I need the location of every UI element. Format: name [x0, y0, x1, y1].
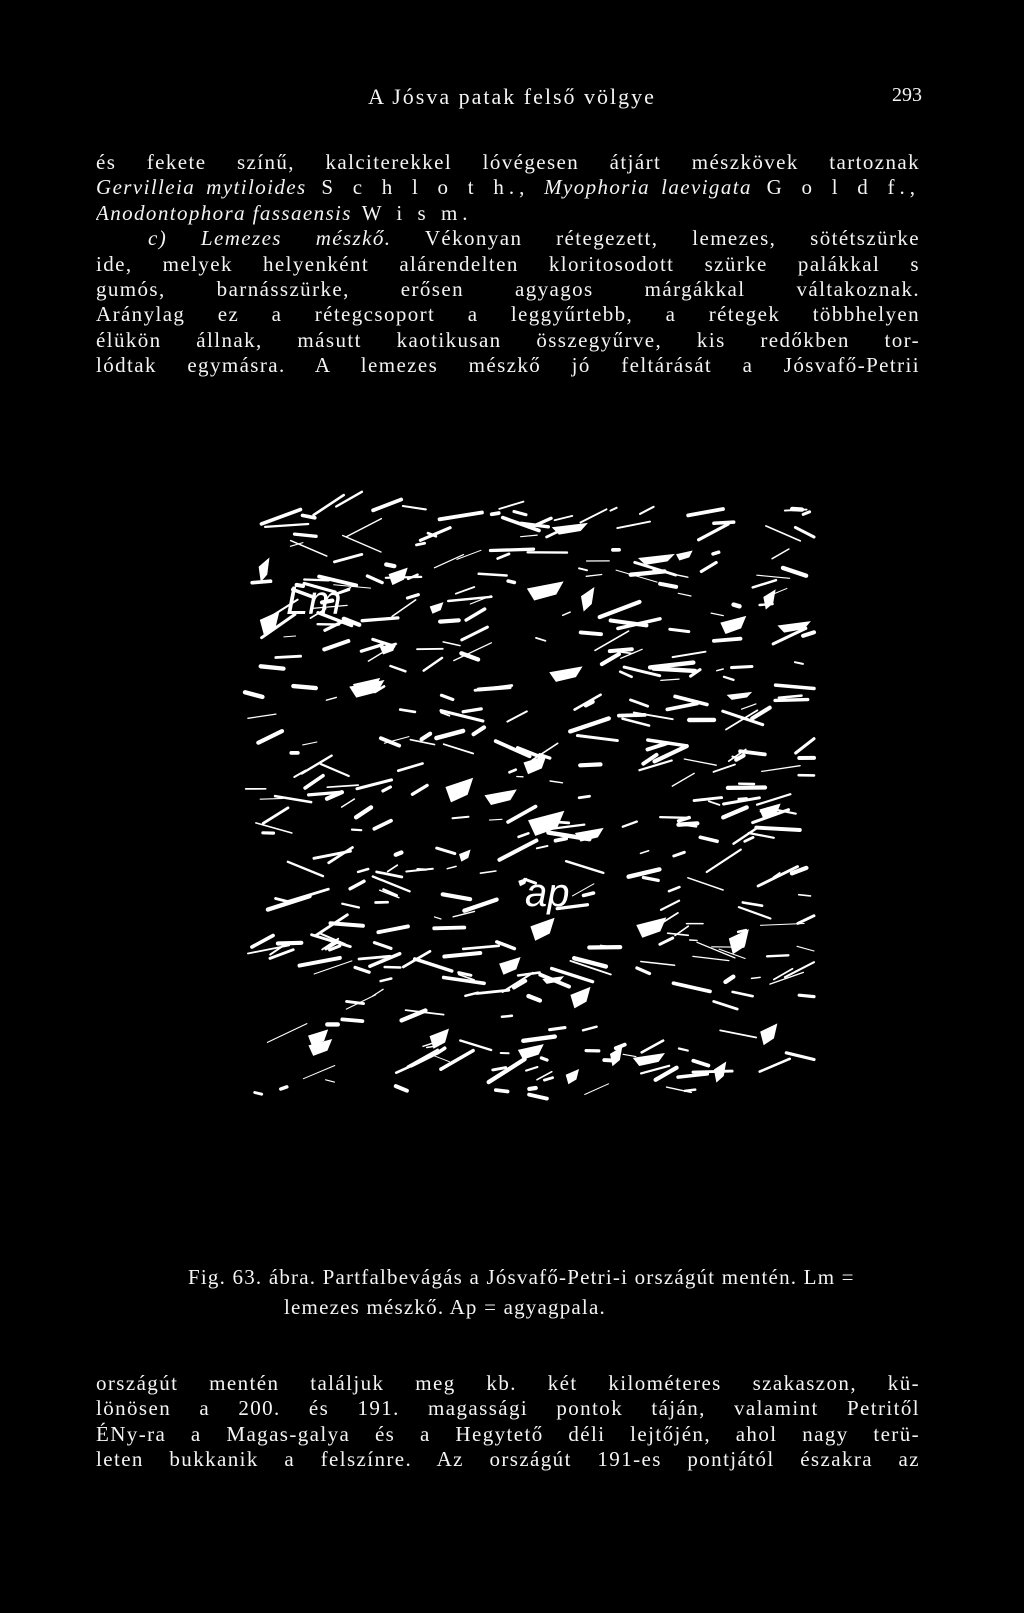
- rock-streak: [550, 1028, 565, 1030]
- rock-streak: [295, 534, 317, 536]
- body-text-bottom: [96, 1371, 920, 1473]
- rock-streak: [385, 967, 401, 968]
- text-line: [96, 353, 920, 378]
- rock-streak: [479, 687, 510, 689]
- rock-streak: [541, 1058, 547, 1060]
- text-run: Aránylag ez a rétegcsoport a leggyűrtebb, a rétegek többhelyen: [96, 302, 920, 327]
- figure-photo: [239, 486, 819, 1146]
- rock-streak: [255, 1093, 262, 1095]
- text-run: S c h l o t h.,: [306, 175, 545, 200]
- rock-streak: [660, 817, 686, 818]
- text-line: [96, 302, 920, 327]
- rock-streak: [775, 700, 808, 701]
- text-line: [96, 201, 920, 226]
- text-line: [96, 328, 920, 353]
- rock-streak: [734, 605, 740, 607]
- rock-streak: [619, 715, 645, 716]
- rock-streak: [303, 515, 315, 517]
- rock-streak: [491, 549, 534, 550]
- rock-streak: [293, 686, 315, 688]
- page-number: 293: [892, 84, 922, 106]
- text-run: c) Lemezes mészkő.: [148, 226, 392, 251]
- text-run: leten bukkanik a felszínre. Az országút 191-es pontjától északra az: [96, 1447, 920, 1472]
- rock-streak: [799, 995, 814, 996]
- rock-streak: [434, 928, 464, 929]
- figure-caption-line-2: lemezes mészkő. Ap = agyagpala.: [284, 1295, 606, 1319]
- figure-caption-line-1: Fig. 63. ábra. Partfalbevágás a Jósvafő-Petri-i országút mentén. Lm =: [188, 1265, 855, 1289]
- rock-streak: [580, 764, 600, 765]
- rock-streak: [714, 639, 741, 641]
- rock-streak: [756, 828, 800, 830]
- text-run: lönösen a 200. és 191. magassági pontok táján, valamint Petritől: [96, 1396, 920, 1421]
- text-run: országút mentén találjuk meg kb. két kilométeres szakaszon, kü-: [96, 1371, 920, 1395]
- text-run: Vékonyan rétegezett, lemezes, sötétszürke: [391, 226, 920, 251]
- text-run: élükön állnak, másutt kaotikusan összegyűrve, kis redőkben tor-: [96, 327, 920, 352]
- rock-streak: [713, 552, 719, 554]
- rock-streak: [693, 1071, 732, 1072]
- rock-streak: [281, 1087, 287, 1089]
- rock-streak: [714, 522, 734, 523]
- rock-streak: [440, 620, 459, 621]
- text-run: és fekete színű, kalciterekkel lóvégesen átjárt mészkövek tartoznak: [96, 150, 920, 174]
- rock-streak: [417, 543, 425, 545]
- page-header-title: A Jósva patak felső völgye: [368, 84, 656, 109]
- figure-label-lm: Lm: [286, 579, 342, 623]
- text-run: G o l d f.,: [751, 175, 920, 200]
- figure-caption: [96, 1262, 920, 1322]
- text-line: [96, 1447, 920, 1472]
- rock-streak: [732, 667, 752, 668]
- rock-streak: [767, 955, 788, 956]
- text-run: W i s m.: [351, 200, 473, 225]
- rock-streak: [739, 798, 747, 799]
- rock-streak: [278, 943, 301, 944]
- rock-streak: [352, 830, 361, 831]
- outcrop-photo-svg: [239, 486, 819, 1146]
- text-line: [96, 252, 920, 277]
- text-line: [96, 277, 920, 302]
- rock-streak: [342, 1019, 362, 1021]
- rock-streak: [529, 1088, 536, 1089]
- rock-streak: [610, 649, 632, 651]
- rock-streak: [752, 977, 761, 978]
- text-run: Gervilleia mytiloides: [96, 175, 307, 200]
- rock-streak: [584, 893, 594, 896]
- text-run: ide, melyek helyenként alárendelten kloritosodott szürke palákkal s: [96, 251, 920, 276]
- rock-streak: [276, 656, 301, 657]
- rock-streak: [579, 796, 589, 798]
- rock-streak: [261, 666, 284, 668]
- rock-streak: [396, 853, 402, 855]
- rock-streak: [496, 1090, 508, 1091]
- text-line: [96, 1396, 920, 1421]
- text-run: Anodontophora fassaensis: [96, 200, 352, 225]
- text-line: [96, 226, 920, 251]
- rock-streak: [556, 839, 567, 841]
- text-run: lódtak egymásra. A lemezes mészkő jó feltárását a Jósvafő-Petrii: [96, 353, 920, 378]
- text-line: [96, 1422, 920, 1447]
- rock-streak: [785, 510, 807, 511]
- rock-streak: [492, 513, 499, 514]
- text-run: gumós, barnásszürke, erősen agyagos márgákkal váltakoznak.: [96, 277, 920, 302]
- rock-streak: [654, 669, 695, 671]
- text-run: Myophoria laevigata: [544, 175, 752, 200]
- rock-streak: [508, 581, 514, 583]
- rock-streak: [502, 1016, 512, 1017]
- text-line: [96, 175, 920, 200]
- body-text-top: [96, 150, 920, 379]
- rock-streak: [679, 823, 698, 824]
- rock-streak: [581, 632, 601, 634]
- figure-label-ap: ap: [525, 871, 570, 915]
- rock-streak: [479, 574, 507, 576]
- rock-streak: [386, 565, 394, 567]
- text-line: [96, 1371, 920, 1396]
- text-line: [96, 150, 920, 175]
- text-run: ÉNy-ra a Magas-galya és a Hegytető déli lejtőjén, ahol nagy terü-: [96, 1421, 920, 1446]
